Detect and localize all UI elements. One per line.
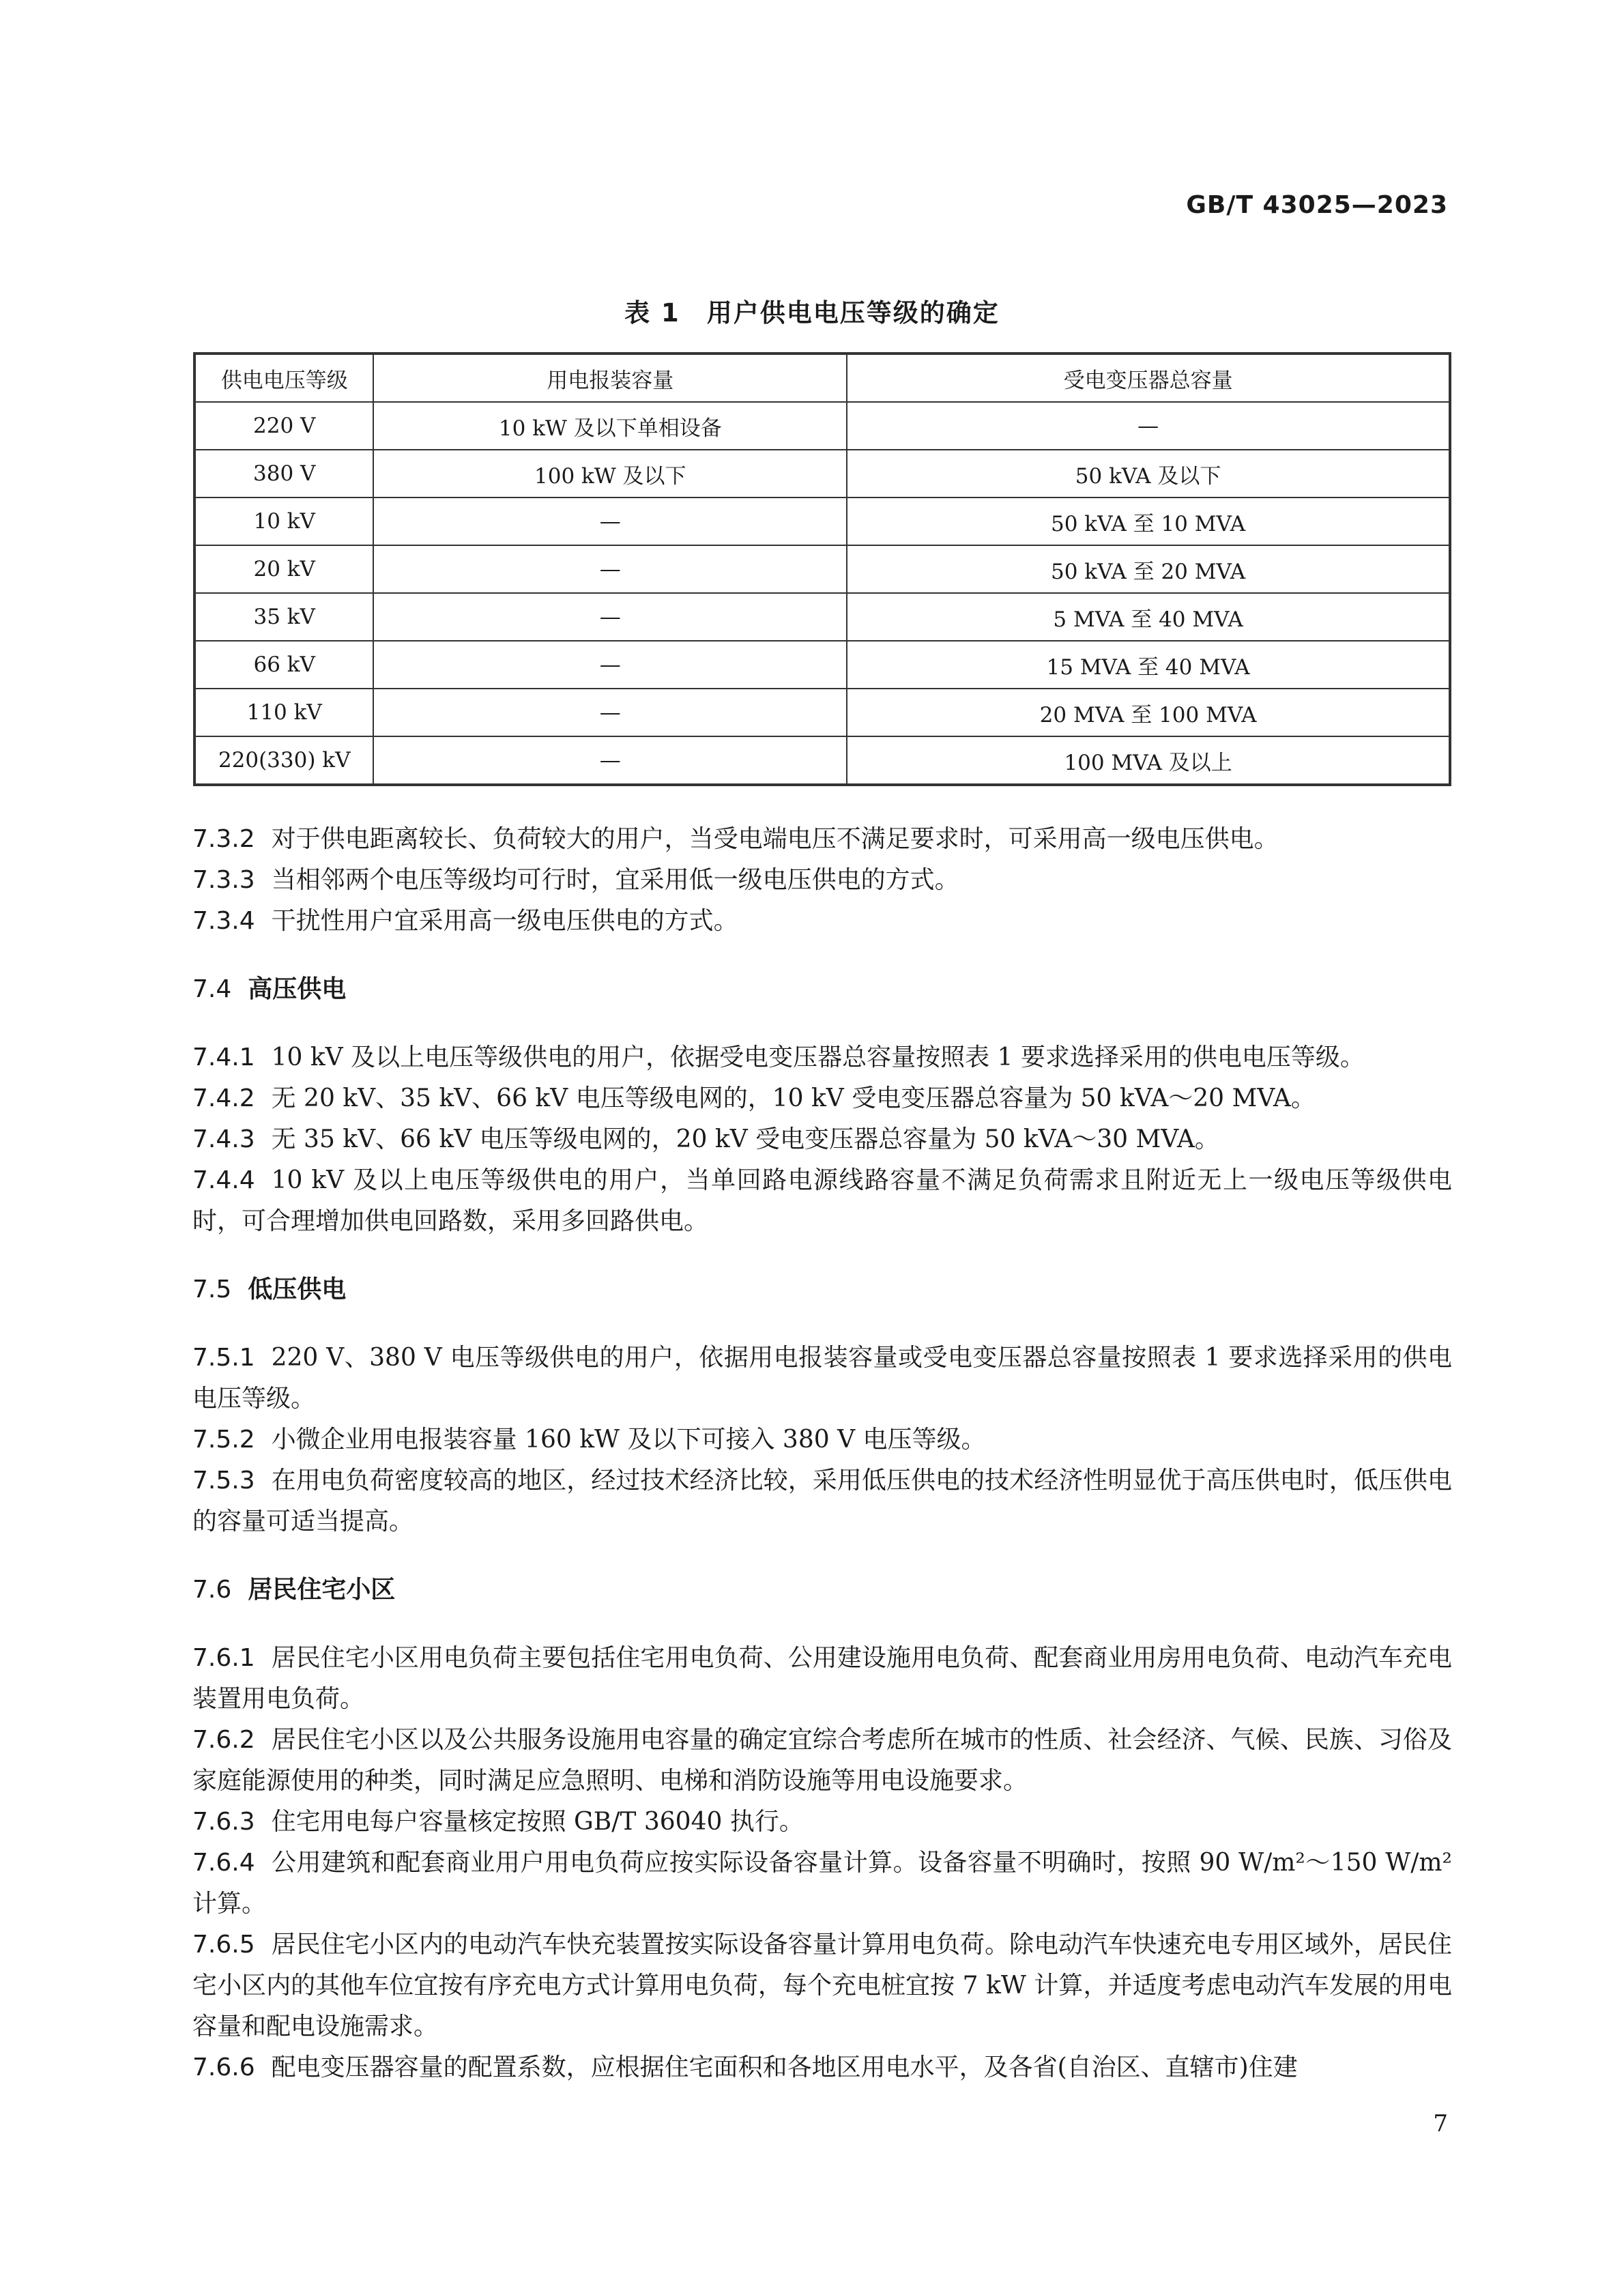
table-cell: —: [373, 593, 847, 641]
clause-number: 7.4.4: [192, 1166, 255, 1194]
clause-number: 7.5.1: [192, 1344, 255, 1372]
column-header-voltage-level: 供电电压等级: [194, 354, 373, 402]
table-cell: 380 V: [194, 450, 373, 497]
clause-text: 对于供电距离较长、负荷较大的用户，当受电端电压不满足要求时，可采用高一级电压供电。: [271, 825, 1279, 853]
table-cell: 15 MVA 至 40 MVA: [847, 641, 1450, 689]
table-header-row: [194, 354, 1450, 402]
clause-7-4-1: [192, 1037, 1452, 1078]
clause-number: 7.4.2: [192, 1084, 255, 1112]
section-number: 7.6: [192, 1576, 232, 1604]
table-cell: 220 V: [194, 402, 373, 450]
clause-7-3-4: [192, 901, 1452, 942]
clause-text: 当相邻两个电压等级均可行时，宜采用低一级电压供电的方式。: [271, 866, 959, 894]
section-title: 高压供电: [248, 975, 347, 1003]
clause-text: 无 20 kV、35 kV、66 kV 电压等级电网的，10 kV 受电变压器总容量为 50 kVA～20 MVA。: [271, 1084, 1316, 1112]
table-cell: —: [847, 402, 1450, 450]
table-cell: —: [373, 497, 847, 545]
clause-number: 7.3.4: [192, 907, 255, 935]
table-cell: 50 kVA 及以下: [847, 450, 1450, 497]
clause-number: 7.3.2: [192, 825, 255, 853]
clause-number: 7.6.5: [192, 1931, 255, 1959]
table-cell: 100 MVA 及以上: [847, 736, 1450, 785]
clause-number: 7.6.4: [192, 1849, 255, 1877]
clause-number: 7.4.3: [192, 1125, 255, 1153]
section-number: 7.5: [192, 1275, 232, 1303]
clause-text: 小微企业用电报装容量 160 kW 及以下可接入 380 V 电压等级。: [271, 1426, 986, 1454]
clause-text: 公用建筑和配套商业用户用电负荷应按实际设备容量计算。设备容量不明确时，按照 90 W/m²～150 W/m² 计算。: [192, 1849, 1452, 1918]
table-row: [194, 545, 1450, 593]
table-cell: 10 kV: [194, 497, 373, 545]
section-heading-7-5: [192, 1269, 1452, 1310]
table-cell: —: [373, 641, 847, 689]
clause-7-4-3: [192, 1119, 1452, 1160]
table-row: [194, 689, 1450, 736]
table-cell: —: [373, 689, 847, 736]
clause-text: 居民住宅小区内的电动汽车快充装置按实际设备容量计算用电负荷。除电动汽车快速充电专用区域外，居民住宅小区内的其他车位宜按有序充电方式计算用电负荷，每个充电桩宜按 7 kW 计算，并适度考虑电动汽车发展的用电容量和配电设施需求。: [192, 1931, 1452, 2040]
table-row: [194, 736, 1450, 785]
page-number: 7: [1433, 2110, 1448, 2137]
table-row: [194, 497, 1450, 545]
section-heading-7-4: [192, 969, 1452, 1010]
voltage-level-table: [193, 352, 1451, 786]
clause-7-5-3: [192, 1460, 1452, 1542]
clause-7-3-2: [192, 819, 1452, 860]
column-header-reported-capacity: 用电报装容量: [373, 354, 847, 402]
clause-text: 干扰性用户宜采用高一级电压供电的方式。: [271, 907, 738, 935]
column-header-transformer-capacity: 受电变压器总容量: [847, 354, 1450, 402]
clause-text: 居民住宅小区用电负荷主要包括住宅用电负荷、公用建设施用电负荷、配套商业用房用电负荷、电动汽车充电装置用电负荷。: [192, 1644, 1452, 1713]
table-cell: 35 kV: [194, 593, 373, 641]
table-cell: 10 kW 及以下单相设备: [373, 402, 847, 450]
clause-7-4-4: [192, 1160, 1452, 1242]
table-cell: 50 kVA 至 10 MVA: [847, 497, 1450, 545]
clause-text: 无 35 kV、66 kV 电压等级电网的，20 kV 受电变压器总容量为 50 kVA～30 MVA。: [271, 1125, 1219, 1153]
clause-number: 7.3.3: [192, 866, 255, 894]
section-number: 7.4: [192, 975, 232, 1003]
clause-number: 7.6.3: [192, 1808, 255, 1836]
standard-code: GB/T 43025—2023: [1186, 191, 1448, 219]
clause-number: 7.6.6: [192, 2053, 255, 2081]
clause-7-6-2: [192, 1720, 1452, 1802]
table-cell: 20 MVA 至 100 MVA: [847, 689, 1450, 736]
clause-7-6-3: [192, 1802, 1452, 1843]
clause-text: 在用电负荷密度较高的地区，经过技术经济比较，采用低压供电的技术经济性明显优于高压供电时，低压供电的容量可适当提高。: [192, 1467, 1452, 1535]
table-cell: 110 kV: [194, 689, 373, 736]
table-row: [194, 641, 1450, 689]
table-cell: 220(330) kV: [194, 736, 373, 785]
clause-7-6-1: [192, 1638, 1452, 1720]
table-title: 表 1 用户供电电压等级的确定: [624, 298, 1000, 328]
clause-text: 居民住宅小区以及公共服务设施用电容量的确定宜综合考虑所在城市的性质、社会经济、气候、民族、习俗及家庭能源使用的种类，同时满足应急照明、电梯和消防设施等用电设施要求。: [192, 1726, 1452, 1795]
table-cell: 66 kV: [194, 641, 373, 689]
clause-7-6-5: [192, 1924, 1452, 2047]
clause-7-4-2: [192, 1078, 1452, 1119]
table-cell: —: [373, 736, 847, 785]
clause-number: 7.4.1: [192, 1043, 255, 1071]
table-row: [194, 593, 1450, 641]
clause-text: 10 kV 及以上电压等级供电的用户，依据受电变压器总容量按照表 1 要求选择采用的供电电压等级。: [271, 1043, 1365, 1071]
table-row: [194, 402, 1450, 450]
table-cell: 20 kV: [194, 545, 373, 593]
table-cell: 50 kVA 至 20 MVA: [847, 545, 1450, 593]
table-cell: 5 MVA 至 40 MVA: [847, 593, 1450, 641]
clause-text: 配电变压器容量的配置系数，应根据住宅面积和各地区用电水平，及各省(自治区、直辖市)住建: [271, 2053, 1298, 2081]
body-text: [192, 819, 1452, 2088]
clause-number: 7.6.2: [192, 1726, 255, 1754]
clause-text: 220 V、380 V 电压等级供电的用户，依据用电报装容量或受电变压器总容量按照表 1 要求选择采用的供电电压等级。: [192, 1344, 1452, 1413]
clause-7-3-3: [192, 860, 1452, 901]
section-title: 居民住宅小区: [248, 1576, 396, 1604]
clause-text: 住宅用电每户容量核定按照 GB/T 36040 执行。: [271, 1808, 804, 1836]
table-cell: —: [373, 545, 847, 593]
table-cell: 100 kW 及以下: [373, 450, 847, 497]
clause-7-6-6: [192, 2047, 1452, 2088]
clause-7-6-4: [192, 1843, 1452, 1924]
section-heading-7-6: [192, 1570, 1452, 1611]
clause-number: 7.5.2: [192, 1426, 255, 1454]
section-title: 低压供电: [248, 1275, 347, 1303]
clause-text: 10 kV 及以上电压等级供电的用户，当单回路电源线路容量不满足负荷需求且附近无上一级电压等级供电时，可合理增加供电回路数，采用多回路供电。: [192, 1166, 1452, 1235]
clause-number: 7.6.1: [192, 1644, 255, 1672]
clause-7-5-2: [192, 1419, 1452, 1460]
clause-number: 7.5.3: [192, 1467, 255, 1495]
clause-7-5-1: [192, 1338, 1452, 1419]
table-row: [194, 450, 1450, 497]
